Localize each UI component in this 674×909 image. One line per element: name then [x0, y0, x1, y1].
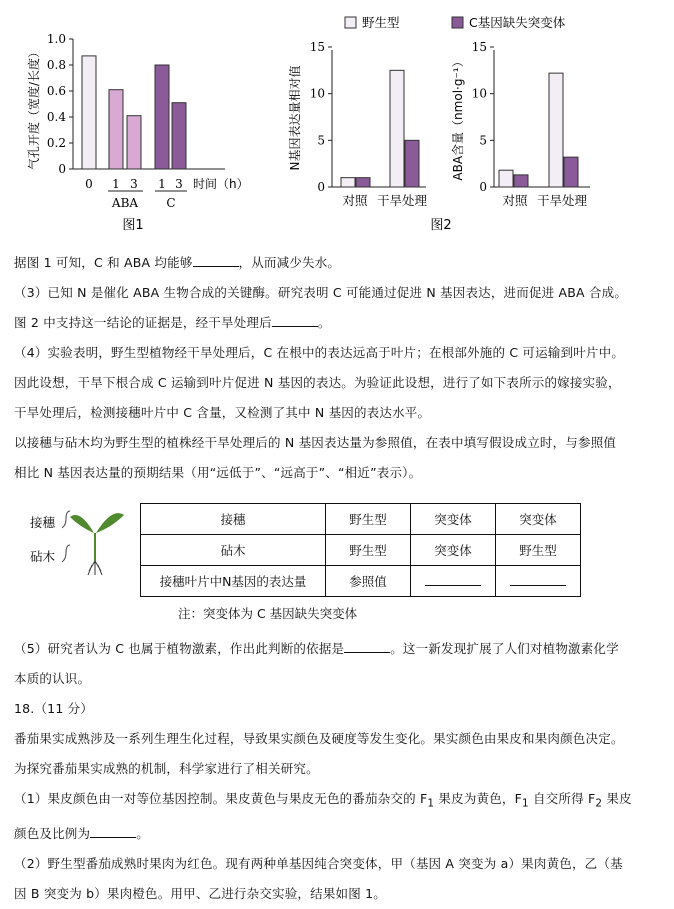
text-line-17: 因 B 突变为 b）果肉橙色。用甲、乙进行杂交实验，结果如图 1。	[14, 885, 386, 901]
answer-blank-1[interactable]	[193, 254, 239, 267]
text-p3b: 。	[317, 315, 331, 330]
text-line-8: 相比 N 基因表达量的预期结果（用“远低于”、“远高于”、“相近”表示）。	[14, 465, 422, 480]
figures	[0, 0, 674, 240]
bar-1-0	[390, 70, 404, 187]
bar-0-0	[341, 178, 355, 187]
bar-0-0	[499, 170, 513, 187]
bar-0-1	[356, 178, 370, 187]
fig2b-xtick-control: 对照	[502, 193, 528, 208]
subscript-f1: 1	[427, 797, 435, 810]
text-line-1	[14, 248, 662, 278]
y-tick-label: 0	[58, 162, 66, 176]
figure-1-chart	[26, 32, 249, 233]
y-tick-label: 1.0	[46, 32, 66, 46]
answer-blank-3[interactable]	[425, 573, 481, 586]
question-text-upper	[14, 248, 662, 488]
fig1-group-aba: ABA	[111, 196, 139, 210]
legend-swatch-wild	[345, 17, 356, 28]
text-line-3	[14, 308, 662, 338]
bar-1-1	[564, 157, 578, 187]
bar-1-0	[549, 73, 563, 187]
y-tick-label: 10	[471, 86, 487, 101]
text-line-10: 本质的认识。	[14, 671, 91, 686]
table-cell: 野生型	[326, 535, 411, 566]
bar-3	[155, 65, 169, 169]
text-line-11: 18.（11 分）	[14, 701, 94, 716]
seedling-icon	[70, 513, 124, 575]
text-line-13: 为探究番茄果实成熟的机制，科学家进行了相关研究。	[14, 761, 319, 776]
text-p1: 据图 1 可知，C 和 ABA 均能够	[14, 255, 193, 270]
grafting-plant-diagram	[14, 503, 134, 583]
fig1-xtick-0: 0	[85, 177, 93, 191]
table-cell: 接穗叶片中N基因的表达量	[141, 566, 326, 597]
y-tick-label: 0.2	[46, 136, 66, 150]
text-line-15	[14, 819, 662, 849]
scion-brace	[62, 511, 70, 528]
table-cell: 参照值	[326, 566, 411, 597]
fig2b-xtick-drought: 干旱处理	[536, 193, 588, 208]
plant-label-scion: 接穗	[30, 515, 56, 530]
fig2-caption: 图2	[430, 218, 452, 233]
text-line-16: （2）野生型番茄成熟时果肉为红色。现有两种单基因纯合突变体，甲（基因 A 突变为 a）果肉黄色，乙（基	[14, 855, 623, 871]
table-cell: 砧木	[141, 535, 326, 566]
fig1-xtick-aba-1: 1	[112, 177, 120, 191]
text-p14c: 自交所得 F	[528, 791, 596, 806]
text-p9: （5）研究者认为 C 也属于植物激素，作出此判断的依据是	[14, 641, 345, 656]
bar-2	[127, 116, 141, 169]
legend-swatch-mutant	[452, 17, 463, 28]
fig1-xtick-c-1: 1	[158, 177, 166, 191]
answer-blank-2[interactable]	[272, 314, 318, 327]
bar-0	[82, 56, 96, 169]
text-line-2: （3）已知 N 是催化 ABA 生物合成的关键酶。研究表明 C 可能通过促进 N 基因表达，进而促进 ABA 合成。	[14, 285, 628, 300]
bar-1-1	[405, 140, 419, 187]
table-cell: 突变体	[411, 504, 496, 535]
text-p15b: 。	[136, 825, 149, 841]
text-p14a: （1）果皮颜色由一对等位基因控制。果皮黄色与果皮无色的番茄杂交的 F	[14, 791, 428, 806]
y-tick-label: 0	[317, 180, 325, 194]
fig1-xlabel: 时间（h）	[193, 177, 249, 191]
fig2b-ylabel: ABA含量（nmol·g⁻¹）	[451, 55, 465, 181]
table-row	[141, 504, 581, 535]
y-tick-label: 5	[479, 133, 487, 148]
bar-0-1	[514, 175, 528, 187]
fig2a-xtick-control: 对照	[342, 193, 368, 208]
text-line-14	[14, 784, 662, 819]
table-cell: 突变体	[496, 504, 581, 535]
question-text-lower	[14, 634, 662, 909]
y-tick-label: 10	[309, 86, 325, 101]
text-line-5: 因此设想，干旱下根合成 C 运输到叶片促进 N 基因的表达。为验证此设想，进行了如下表所示的嫁接实验，	[14, 375, 621, 390]
text-line-4: （4）实验表明，野生型植物经干旱处理后，C 在根中的表达远高于叶片；在根部外施的 C 可运输到叶片中。	[14, 345, 625, 360]
fig1-xtick-aba-3: 3	[130, 177, 138, 191]
legend-wild: 野生型	[362, 15, 400, 30]
table-cell: 野生型	[496, 535, 581, 566]
legend-mutant: C基因缺失突变体	[469, 15, 566, 30]
table-cell: 野生型	[326, 504, 411, 535]
table-cell: 接穗	[141, 504, 326, 535]
y-tick-label: 0.8	[46, 58, 66, 72]
legend	[345, 15, 566, 30]
text-line-12: 番茄果实成熟涉及一系列生理生化过程，导致果实颜色及硬度等发生变化。果实颜色由果皮和果肉颜色决定。	[14, 731, 624, 746]
text-p3: 图 2 中支持这一结论的证据是，经干旱处理后	[14, 315, 272, 330]
fig1-ylabel: 气孔开度（宽度/长度）	[27, 45, 41, 171]
y-tick-label: 0.6	[46, 84, 66, 98]
y-tick-label: 15	[309, 40, 325, 54]
text-line-9	[14, 634, 662, 664]
table-row	[141, 566, 581, 597]
fig1-group-c: C	[166, 196, 176, 210]
table-cell: 突变体	[411, 535, 496, 566]
text-p14b: 果皮为黄色，F	[434, 791, 523, 806]
text-line-7: 以接穗与砧木均为野生型的植株经干旱处理后的 N 基因表达量为参照值，在表中填写假设成立时，与参照值	[14, 435, 617, 450]
grafting-table	[140, 503, 581, 597]
subscript-f1: 1	[522, 797, 529, 810]
text-p9b: 。这一新发现扩展了人们对植物激素化学	[390, 641, 619, 656]
bar-4	[172, 103, 186, 169]
rootstock-brace	[62, 545, 70, 562]
plant-label-rootstock: 砧木	[30, 549, 56, 564]
table-row	[141, 535, 581, 566]
y-tick-label: 0.4	[46, 110, 66, 124]
text-p15: 颜色及比例为	[14, 825, 91, 841]
subscript-f2: 2	[595, 797, 603, 810]
answer-cell-mutant-wild[interactable]	[496, 566, 581, 597]
y-tick-label: 15	[471, 40, 487, 54]
fig2a-ylabel: N基因表达量相对值	[288, 65, 302, 171]
answer-blank-6[interactable]	[90, 825, 136, 838]
table-note: 注：突变体为 C 基因缺失突变体	[178, 606, 358, 621]
text-line-6: 干旱处理后，检测接穗叶片中 C 含量，又检测了其中 N 基因的表达水平。	[14, 405, 431, 420]
text-p1b: ，从而减少失水。	[238, 255, 341, 270]
figure-2a-chart	[287, 40, 427, 208]
answer-blank-4[interactable]	[510, 573, 566, 586]
answer-cell-mutant-mutant[interactable]	[411, 566, 496, 597]
figure-2b-chart	[451, 40, 590, 208]
fig2a-xtick-drought: 干旱处理	[376, 193, 428, 208]
fig1-xtick-c-3: 3	[175, 177, 183, 191]
answer-blank-5[interactable]	[344, 640, 390, 653]
fig1-caption: 图1	[122, 218, 144, 233]
bar-1	[109, 90, 123, 169]
text-p14d: 果皮	[602, 791, 632, 806]
y-tick-label: 0	[479, 180, 487, 194]
y-tick-label: 5	[317, 133, 325, 148]
